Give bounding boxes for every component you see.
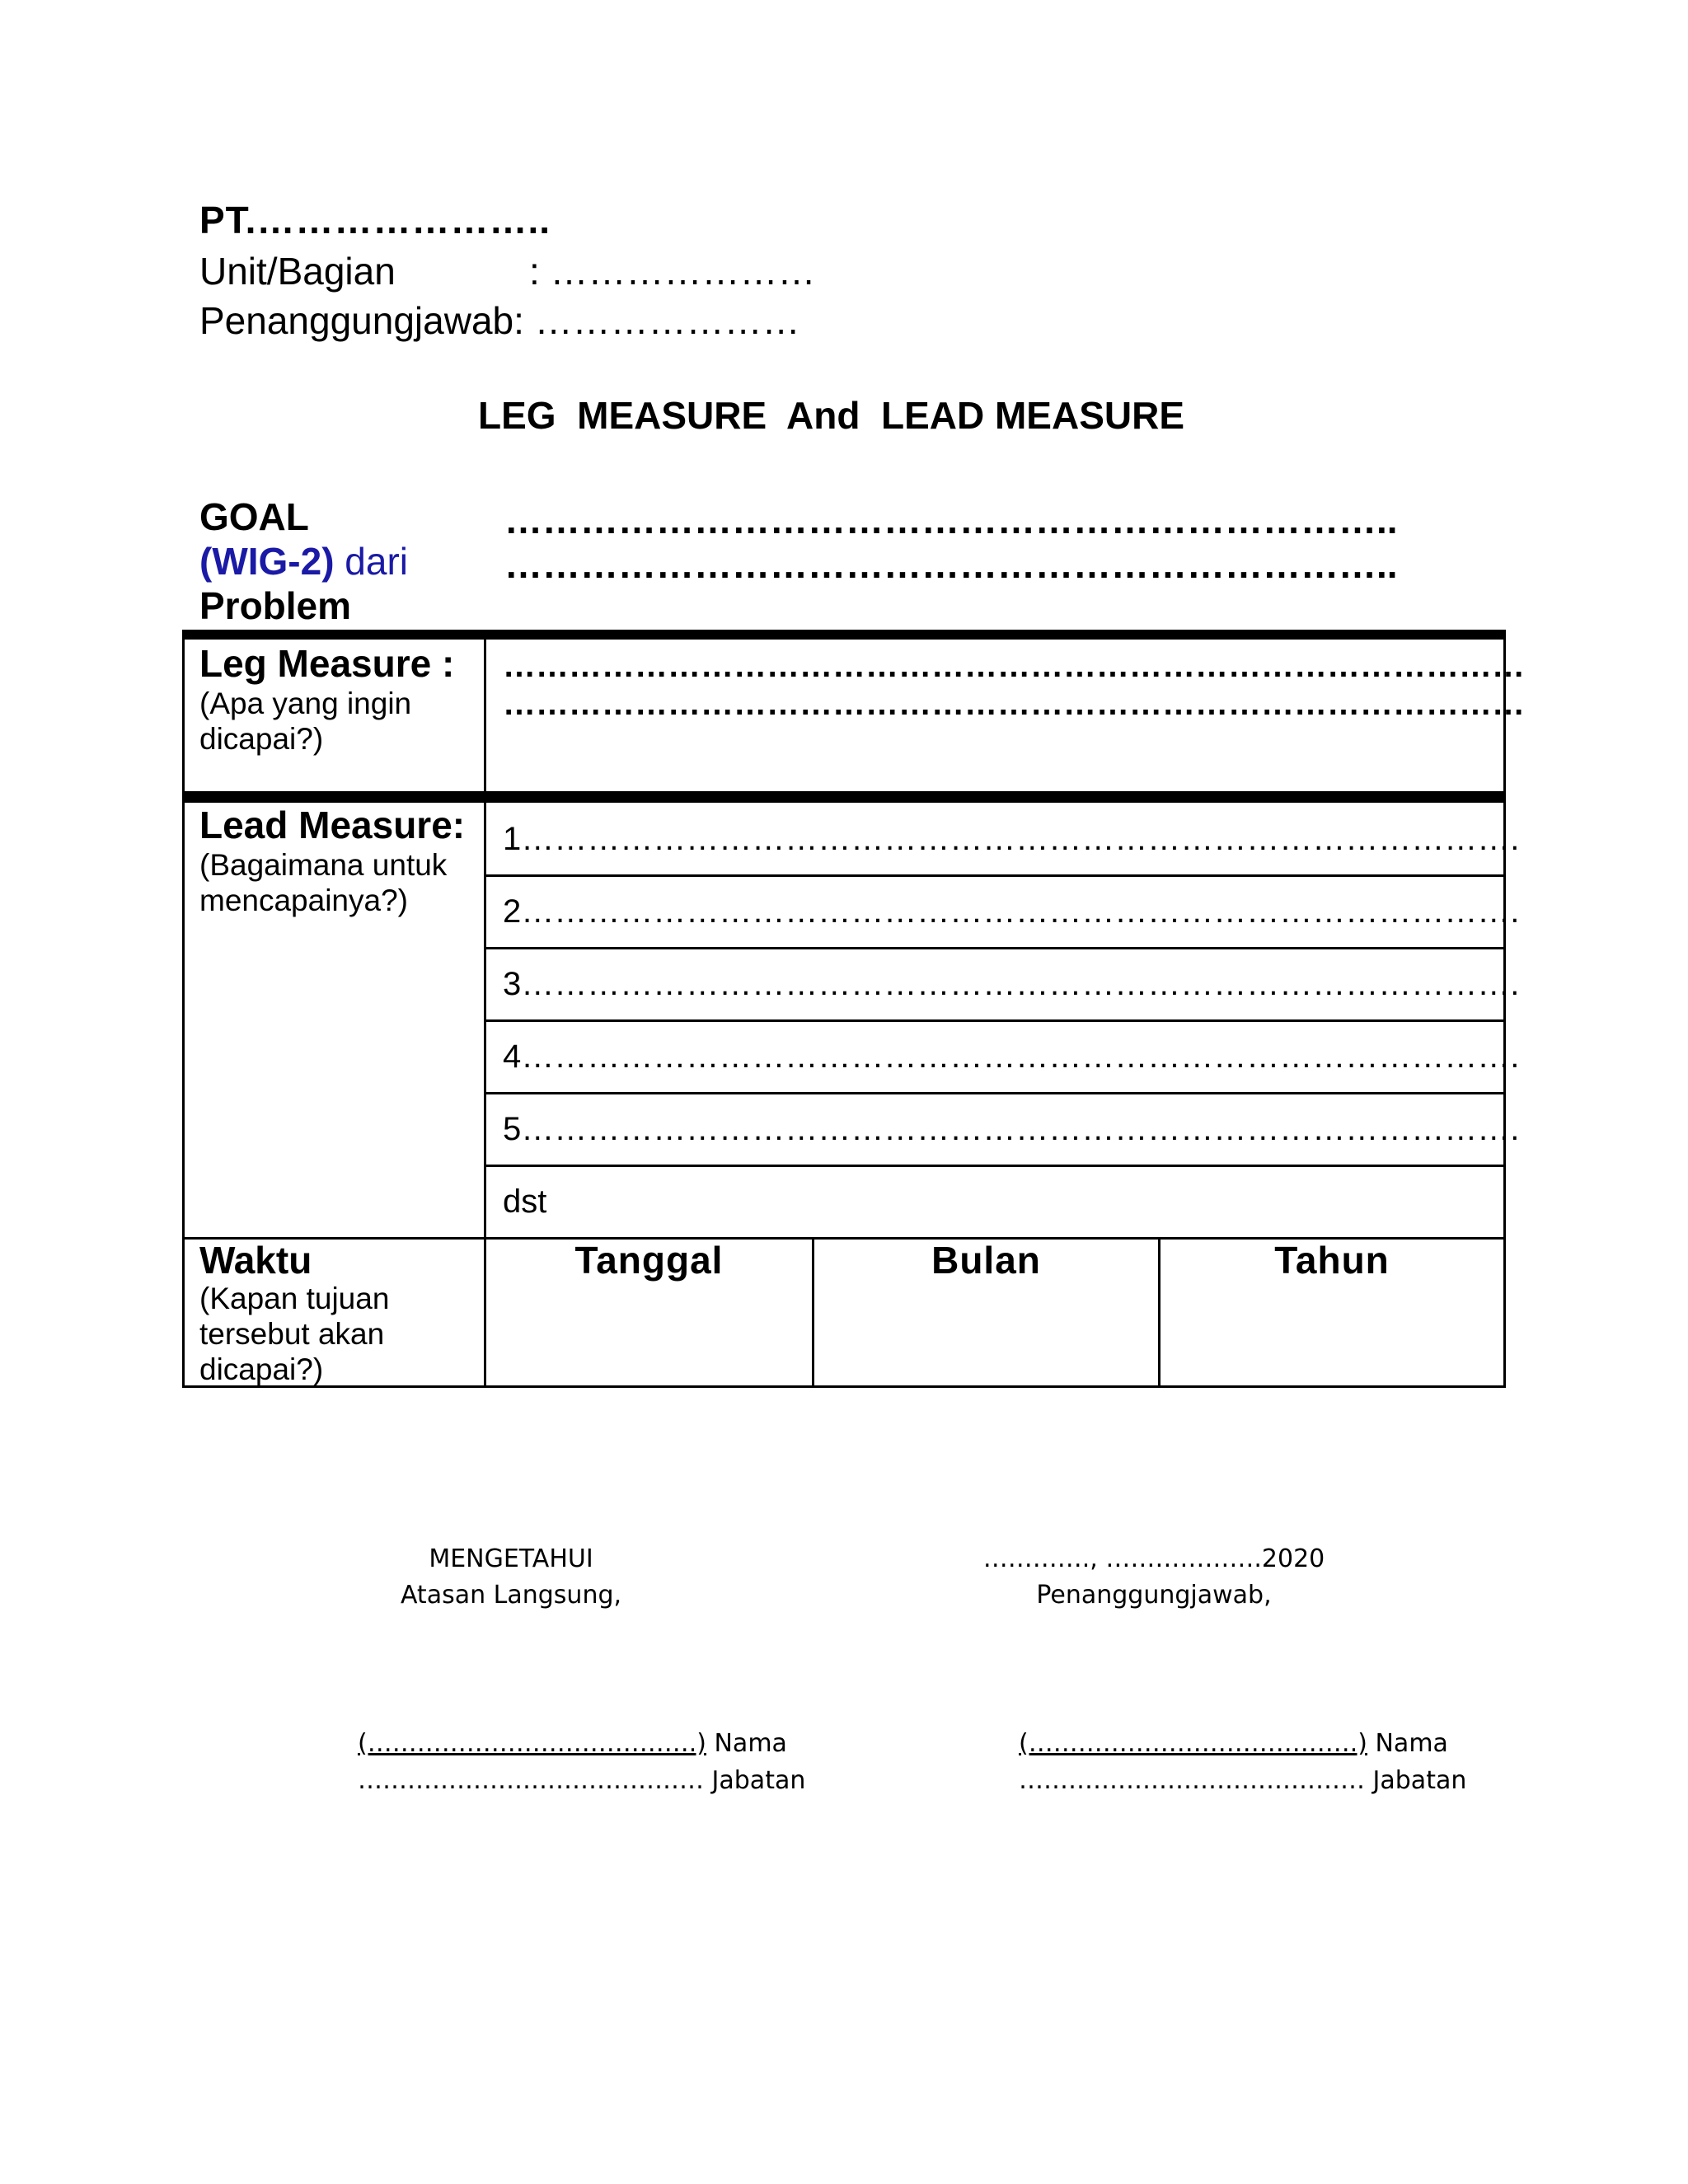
goal-label: GOAL xyxy=(199,495,309,538)
table-right-border xyxy=(1503,630,1506,1388)
sig-right-title-label: Jabatan xyxy=(1365,1766,1467,1795)
waktu-hint-2: tersebut akan xyxy=(199,1317,385,1351)
lead-row: 2………………………………………………………………………………. xyxy=(503,893,1520,930)
document-title: LEG MEASURE And LEAD MEASURE xyxy=(478,394,1184,437)
lead-measure-title: Lead Measure: xyxy=(199,804,466,846)
problem-label: Problem xyxy=(199,584,352,627)
col-header-tahun: Tahun xyxy=(1274,1239,1390,1282)
lead-row: 5………………………………………………………………………………. xyxy=(503,1111,1520,1147)
sig-left-role: Atasan Langsung, xyxy=(400,1581,622,1610)
wig-label: (WIG-2) xyxy=(199,540,335,583)
waktu-hint-3: dicapai?) xyxy=(199,1352,324,1386)
responsible-label: Penanggungjawab xyxy=(199,299,514,342)
leg-measure-title: Leg Measure : xyxy=(199,642,455,685)
goal-fill-line-1: …………………………………………………………….. xyxy=(504,499,1398,541)
lead-row: 1………………………………………………………………………………. xyxy=(503,821,1520,857)
sig-right-title-line xyxy=(1019,1766,1466,1795)
sig-right-name-label: Nama xyxy=(1367,1729,1448,1758)
sig-right-title-blank: …………………………………… xyxy=(1019,1766,1365,1795)
leg-measure-fill-2: ………………………………………………………………………………… xyxy=(503,686,1525,722)
sig-left-heading: MENGETAHUI xyxy=(429,1544,593,1573)
lead-row-divider xyxy=(484,947,1506,949)
table-top-border xyxy=(182,630,1506,640)
table-bottom-border xyxy=(182,1385,1506,1388)
lead-row-divider xyxy=(484,1019,1506,1022)
wig-dari-label: dari xyxy=(334,540,408,583)
col-header-tanggal: Tanggal xyxy=(574,1239,724,1282)
sig-left-name-label: Nama xyxy=(706,1729,787,1758)
waktu-hint-1: (Kapan tujuan xyxy=(199,1282,390,1315)
sig-left-name-line xyxy=(358,1729,787,1758)
unit-row xyxy=(199,249,816,293)
sig-right-name-blank: (………………………………….) xyxy=(1019,1729,1367,1758)
sig-left-title-line xyxy=(358,1766,805,1795)
responsible-row xyxy=(199,298,800,343)
col-header-bulan: Bulan xyxy=(931,1239,1041,1282)
sig-right-name-line xyxy=(1019,1729,1448,1758)
table-section-divider xyxy=(182,791,1506,803)
lead-row: dst xyxy=(503,1183,547,1220)
unit-value: : ………………… xyxy=(529,250,816,293)
sig-right-role: Penanggungjawab, xyxy=(1036,1581,1272,1610)
sig-left-name-blank: (………………………………….) xyxy=(358,1729,706,1758)
goal-fill-line-2: …………………………………………………………….. xyxy=(504,543,1398,586)
lead-row: 4………………………………………………………………………………. xyxy=(503,1038,1520,1075)
lead-row-divider xyxy=(484,1092,1506,1094)
waktu-title: Waktu xyxy=(199,1239,312,1282)
leg-measure-fill-1: ………………………………………………………………………………… xyxy=(503,648,1525,684)
lead-measure-hint-1: (Bagaimana untuk xyxy=(199,848,448,882)
sig-left-title-blank: …………………………………… xyxy=(358,1766,704,1795)
leg-measure-hint-1: (Apa yang ingin xyxy=(199,687,412,720)
company-name: PT.………………….. xyxy=(199,199,551,241)
measure-table xyxy=(182,630,1525,1388)
sig-left-title-label: Jabatan xyxy=(704,1766,806,1795)
sig-right-date: …………., ……………….2020 xyxy=(982,1544,1325,1573)
lead-row-divider xyxy=(484,1165,1506,1167)
lead-row-divider xyxy=(484,874,1506,877)
responsible-value: : ………………… xyxy=(513,299,800,342)
unit-label: Unit/Bagian xyxy=(199,250,396,293)
goal-wig-label xyxy=(199,539,408,583)
lead-measure-hint-2: mencapainya?) xyxy=(199,883,408,917)
table-left-border xyxy=(182,630,185,1388)
leg-measure-hint-2: dicapai?) xyxy=(199,722,324,756)
lead-row: 3………………………………………………………………………………. xyxy=(503,966,1520,1002)
